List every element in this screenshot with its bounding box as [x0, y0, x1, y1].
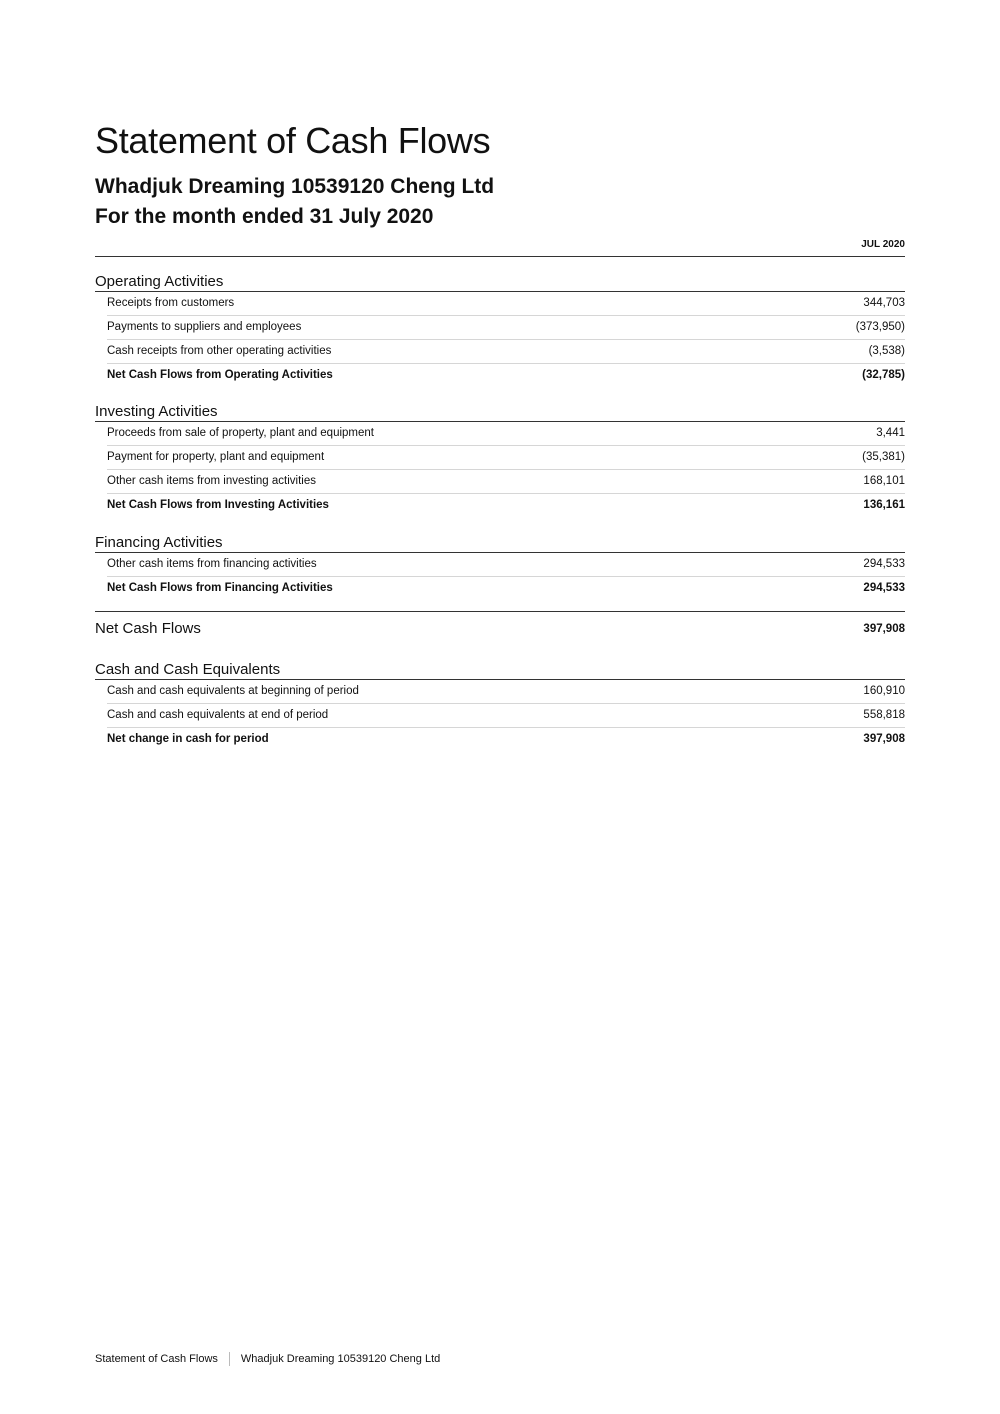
net-cash-flows-value: 397,908 [863, 623, 905, 635]
section-investing [95, 402, 905, 517]
table-row [107, 292, 905, 316]
total-value: 136,161 [863, 499, 905, 511]
header-rule [95, 256, 905, 257]
section-title: Cash and Cash Equivalents [95, 660, 905, 680]
total-value: 294,533 [863, 582, 905, 594]
total-row [107, 577, 905, 600]
section-rows [95, 680, 905, 751]
footer-divider [229, 1352, 230, 1366]
footer-report-name: Statement of Cash Flows [95, 1353, 218, 1365]
row-value: 160,910 [863, 685, 905, 697]
row-value: (35,381) [862, 451, 905, 463]
row-label: Cash receipts from other operating activities [107, 345, 332, 357]
table-row [107, 316, 905, 340]
row-value: (373,950) [855, 321, 905, 333]
total-label: Net Cash Flows from Operating Activities [107, 369, 333, 381]
total-label: Net change in cash for period [107, 733, 269, 745]
section-operating [95, 272, 905, 387]
section-rows [95, 292, 905, 387]
section-title: Financing Activities [95, 533, 905, 553]
total-row [107, 728, 905, 751]
report-title: Statement of Cash Flows [95, 120, 491, 161]
section-title: Operating Activities [95, 272, 905, 292]
row-value: (3,538) [868, 345, 905, 357]
table-row [107, 704, 905, 728]
section-rows [95, 553, 905, 600]
total-row [107, 364, 905, 387]
row-label: Payments to suppliers and employees [107, 321, 302, 333]
table-row [107, 470, 905, 494]
row-value: 168,101 [863, 475, 905, 487]
row-value: 558,818 [863, 709, 905, 721]
section-title: Investing Activities [95, 402, 905, 422]
report-period: For the month ended 31 July 2020 [95, 205, 434, 228]
row-label: Other cash items from investing activities [107, 475, 316, 487]
section-financing [95, 533, 905, 600]
row-value: 344,703 [863, 297, 905, 309]
total-label: Net Cash Flows from Investing Activities [107, 499, 329, 511]
table-row [107, 553, 905, 577]
total-row [107, 494, 905, 517]
row-label: Receipts from customers [107, 297, 235, 309]
section-rows [95, 422, 905, 517]
net-cash-flows-label: Net Cash Flows [95, 620, 201, 637]
row-label: Cash and cash equivalents at beginning of period [107, 685, 359, 697]
row-label: Proceeds from sale of property, plant and equipment [107, 427, 374, 439]
table-row [107, 446, 905, 470]
table-row [107, 422, 905, 446]
total-label: Net Cash Flows from Financing Activities [107, 582, 333, 594]
organisation-name: Whadjuk Dreaming 10539120 Cheng Ltd [95, 175, 495, 198]
section-cash-equivalents [95, 660, 905, 751]
total-value: 397,908 [863, 733, 905, 745]
page-footer [95, 1352, 440, 1366]
total-value: (32,785) [862, 369, 905, 381]
table-row [107, 340, 905, 364]
footer-organisation: Whadjuk Dreaming 10539120 Cheng Ltd [240, 1353, 441, 1365]
row-value: 3,441 [876, 427, 905, 439]
net-cash-flows-rule [95, 611, 905, 612]
row-label: Other cash items from financing activities [107, 558, 317, 570]
row-label: Payment for property, plant and equipment [107, 451, 325, 463]
row-label: Cash and cash equivalents at end of period [107, 709, 329, 721]
net-cash-flows-row [95, 618, 905, 640]
column-header: JUL 2020 [861, 239, 905, 250]
row-value: 294,533 [863, 558, 905, 570]
table-row [107, 680, 905, 704]
